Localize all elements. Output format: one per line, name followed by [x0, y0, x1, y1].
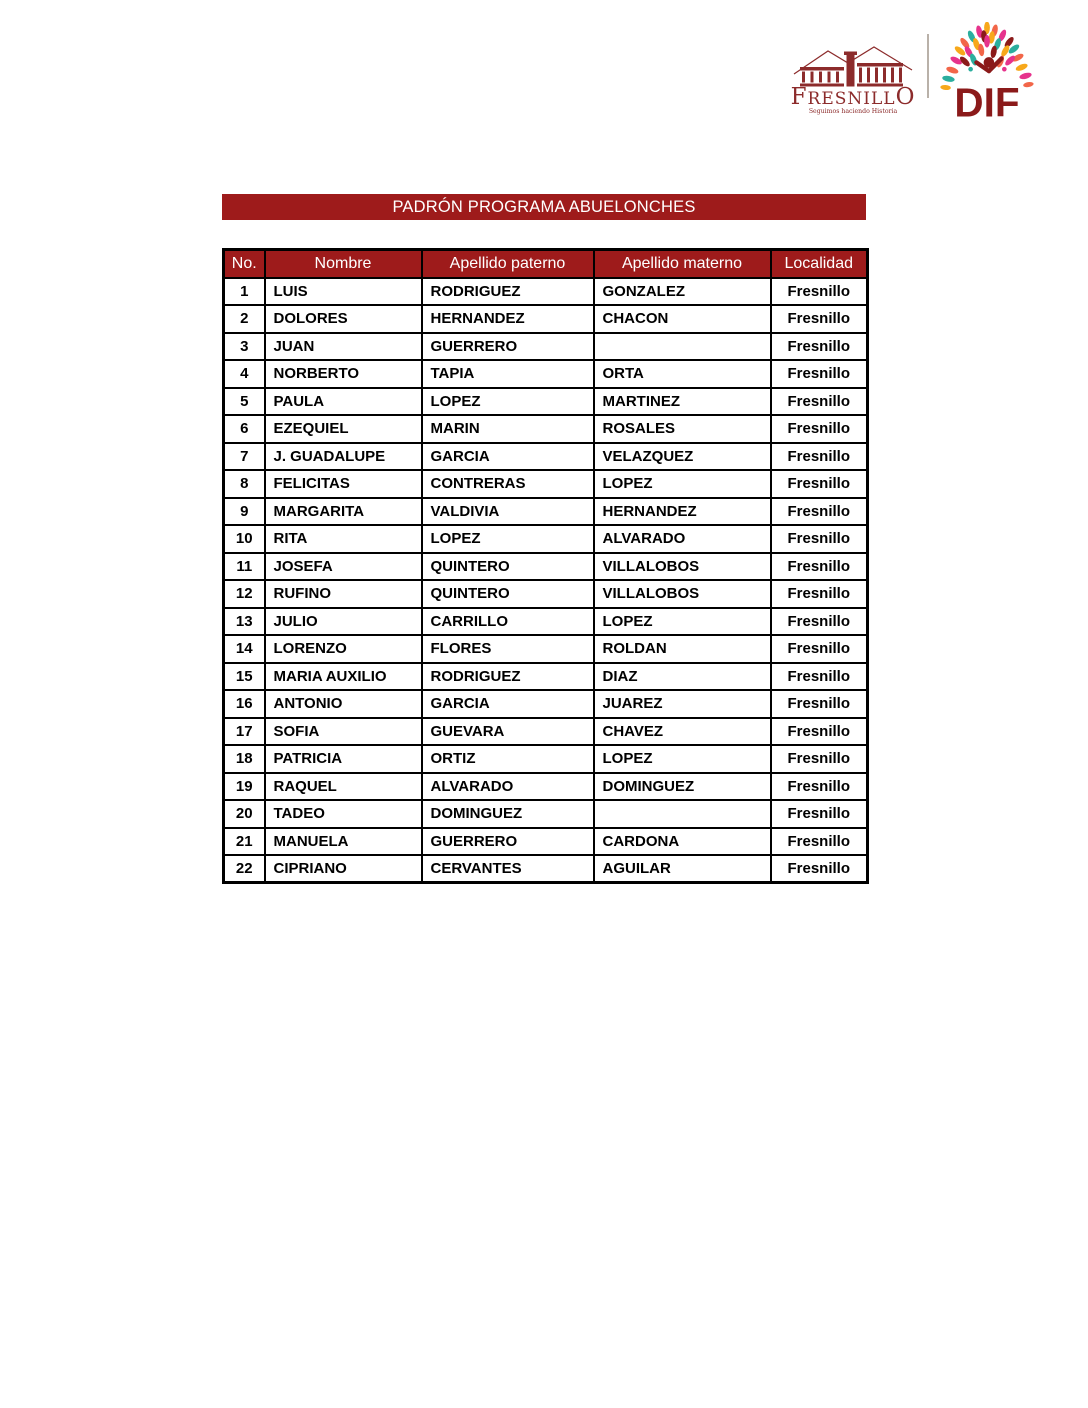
cell-nombre: PAULA — [265, 388, 422, 416]
table-row — [224, 360, 868, 388]
cell-apellido-paterno: GUERRERO — [422, 333, 594, 361]
table-row — [224, 278, 868, 306]
cell-nombre: NORBERTO — [265, 360, 422, 388]
table-row — [224, 498, 868, 526]
cell-apellido-materno — [594, 333, 771, 361]
cell-apellido-paterno: QUINTERO — [422, 553, 594, 581]
cell-no: 8 — [224, 470, 265, 498]
cell-apellido-materno: ORTA — [594, 360, 771, 388]
cell-localidad: Fresnillo — [771, 718, 868, 746]
cell-localidad: Fresnillo — [771, 663, 868, 691]
cell-no: 12 — [224, 580, 265, 608]
table-row — [224, 718, 868, 746]
cell-apellido-paterno: GARCIA — [422, 690, 594, 718]
cell-nombre: RAQUEL — [265, 773, 422, 801]
cell-nombre: JULIO — [265, 608, 422, 636]
dif-person-icon — [976, 57, 1001, 71]
dif-logo-wordmark: DIF — [954, 79, 1020, 126]
cell-localidad: Fresnillo — [771, 608, 868, 636]
cell-nombre: MARGARITA — [265, 498, 422, 526]
cell-localidad: Fresnillo — [771, 635, 868, 663]
table-row — [224, 525, 868, 553]
table-row — [224, 580, 868, 608]
table-row — [224, 800, 868, 828]
header-logos — [788, 22, 1036, 126]
cell-apellido-paterno: LOPEZ — [422, 525, 594, 553]
cell-apellido-paterno: CARRILLO — [422, 608, 594, 636]
cell-apellido-materno: DOMINGUEZ — [594, 773, 771, 801]
cell-apellido-materno: LOPEZ — [594, 608, 771, 636]
cell-apellido-paterno: RODRIGUEZ — [422, 663, 594, 691]
table-row — [224, 690, 868, 718]
cell-localidad: Fresnillo — [771, 828, 868, 856]
cell-nombre: J. GUADALUPE — [265, 443, 422, 471]
cell-apellido-materno: VILLALOBOS — [594, 580, 771, 608]
table-row — [224, 773, 868, 801]
cell-nombre: PATRICIA — [265, 745, 422, 773]
cell-no: 21 — [224, 828, 265, 856]
table-row — [224, 443, 868, 471]
cell-nombre: JOSEFA — [265, 553, 422, 581]
cell-nombre: CIPRIANO — [265, 855, 422, 883]
fresnillo-building-icon — [800, 52, 903, 87]
cell-nombre: LUIS — [265, 278, 422, 306]
cell-localidad: Fresnillo — [771, 553, 868, 581]
cell-localidad: Fresnillo — [771, 855, 868, 883]
cell-nombre: DOLORES — [265, 305, 422, 333]
cell-apellido-paterno: ORTIZ — [422, 745, 594, 773]
table-row — [224, 415, 868, 443]
cell-localidad: Fresnillo — [771, 305, 868, 333]
dif-logo — [938, 22, 1036, 126]
cell-no: 3 — [224, 333, 265, 361]
table-row — [224, 305, 868, 333]
cell-apellido-paterno: CERVANTES — [422, 855, 594, 883]
cell-nombre: RITA — [265, 525, 422, 553]
cell-localidad: Fresnillo — [771, 773, 868, 801]
cell-nombre: LORENZO — [265, 635, 422, 663]
col-header-apellido-materno: Apellido materno — [594, 250, 771, 278]
fresnillo-logo-wordmark: FRESNILLO — [790, 84, 916, 110]
col-header-no: No. — [224, 250, 265, 278]
cell-localidad: Fresnillo — [771, 745, 868, 773]
fresnillo-logo-tagline: Seguimos haciendo Historia — [808, 108, 898, 115]
cell-apellido-paterno: FLORES — [422, 635, 594, 663]
cell-nombre: JUAN — [265, 333, 422, 361]
cell-no: 22 — [224, 855, 265, 883]
cell-no: 20 — [224, 800, 265, 828]
table-row — [224, 745, 868, 773]
cell-no: 18 — [224, 745, 265, 773]
cell-localidad: Fresnillo — [771, 388, 868, 416]
table-row — [224, 388, 868, 416]
cell-apellido-materno: CHAVEZ — [594, 718, 771, 746]
padron-table — [222, 248, 869, 884]
col-header-apellido-paterno: Apellido paterno — [422, 250, 594, 278]
cell-apellido-materno: HERNANDEZ — [594, 498, 771, 526]
cell-localidad: Fresnillo — [771, 443, 868, 471]
cell-nombre: ANTONIO — [265, 690, 422, 718]
logo-divider — [927, 34, 929, 98]
col-header-localidad: Localidad — [771, 250, 868, 278]
cell-nombre: RUFINO — [265, 580, 422, 608]
cell-localidad: Fresnillo — [771, 415, 868, 443]
cell-apellido-materno: LOPEZ — [594, 470, 771, 498]
cell-apellido-materno: DIAZ — [594, 663, 771, 691]
table-row — [224, 855, 868, 883]
cell-apellido-paterno: QUINTERO — [422, 580, 594, 608]
cell-no: 16 — [224, 690, 265, 718]
cell-apellido-materno — [594, 800, 771, 828]
cell-apellido-paterno: CONTRERAS — [422, 470, 594, 498]
table-row — [224, 608, 868, 636]
cell-no: 19 — [224, 773, 265, 801]
cell-no: 9 — [224, 498, 265, 526]
cell-apellido-paterno: ALVARADO — [422, 773, 594, 801]
cell-nombre: EZEQUIEL — [265, 415, 422, 443]
cell-apellido-materno: JUAREZ — [594, 690, 771, 718]
cell-apellido-materno: CARDONA — [594, 828, 771, 856]
cell-no: 11 — [224, 553, 265, 581]
table-row — [224, 333, 868, 361]
cell-apellido-paterno: LOPEZ — [422, 388, 594, 416]
cell-apellido-paterno: DOMINGUEZ — [422, 800, 594, 828]
cell-localidad: Fresnillo — [771, 278, 868, 306]
table-body — [224, 278, 868, 883]
cell-apellido-paterno: HERNANDEZ — [422, 305, 594, 333]
cell-localidad: Fresnillo — [771, 333, 868, 361]
cell-no: 6 — [224, 415, 265, 443]
cell-nombre: MARIA AUXILIO — [265, 663, 422, 691]
table-row — [224, 663, 868, 691]
cell-localidad: Fresnillo — [771, 800, 868, 828]
cell-no: 7 — [224, 443, 265, 471]
cell-apellido-materno: ROLDAN — [594, 635, 771, 663]
page-title: PADRÓN PROGRAMA ABUELONCHES — [392, 197, 696, 216]
title-bar — [222, 194, 866, 220]
cell-no: 4 — [224, 360, 265, 388]
cell-nombre: TADEO — [265, 800, 422, 828]
cell-no: 10 — [224, 525, 265, 553]
cell-nombre: SOFIA — [265, 718, 422, 746]
cell-apellido-materno: MARTINEZ — [594, 388, 771, 416]
cell-apellido-paterno: RODRIGUEZ — [422, 278, 594, 306]
cell-apellido-materno: VELAZQUEZ — [594, 443, 771, 471]
cell-nombre: FELICITAS — [265, 470, 422, 498]
cell-localidad: Fresnillo — [771, 580, 868, 608]
cell-apellido-paterno: GUERRERO — [422, 828, 594, 856]
table-row — [224, 635, 868, 663]
cell-nombre: MANUELA — [265, 828, 422, 856]
cell-apellido-materno: VILLALOBOS — [594, 553, 771, 581]
cell-localidad: Fresnillo — [771, 525, 868, 553]
cell-localidad: Fresnillo — [771, 360, 868, 388]
cell-apellido-materno: LOPEZ — [594, 745, 771, 773]
cell-apellido-paterno: GUEVARA — [422, 718, 594, 746]
col-header-nombre: Nombre — [265, 250, 422, 278]
cell-no: 17 — [224, 718, 265, 746]
cell-apellido-paterno: GARCIA — [422, 443, 594, 471]
fresnillo-logo — [788, 42, 918, 118]
cell-localidad: Fresnillo — [771, 690, 868, 718]
cell-apellido-materno: CHACON — [594, 305, 771, 333]
cell-apellido-materno: ALVARADO — [594, 525, 771, 553]
cell-apellido-paterno: TAPIA — [422, 360, 594, 388]
table-row — [224, 553, 868, 581]
cell-no: 14 — [224, 635, 265, 663]
cell-no: 2 — [224, 305, 265, 333]
cell-no: 13 — [224, 608, 265, 636]
table-row — [224, 828, 868, 856]
cell-apellido-materno: ROSALES — [594, 415, 771, 443]
cell-localidad: Fresnillo — [771, 470, 868, 498]
cell-no: 1 — [224, 278, 265, 306]
cell-apellido-paterno: VALDIVIA — [422, 498, 594, 526]
cell-apellido-paterno: MARIN — [422, 415, 594, 443]
cell-apellido-materno: GONZALEZ — [594, 278, 771, 306]
table-header-row — [224, 250, 868, 278]
cell-apellido-materno: AGUILAR — [594, 855, 771, 883]
table-row — [224, 470, 868, 498]
cell-no: 15 — [224, 663, 265, 691]
cell-no: 5 — [224, 388, 265, 416]
cell-localidad: Fresnillo — [771, 498, 868, 526]
